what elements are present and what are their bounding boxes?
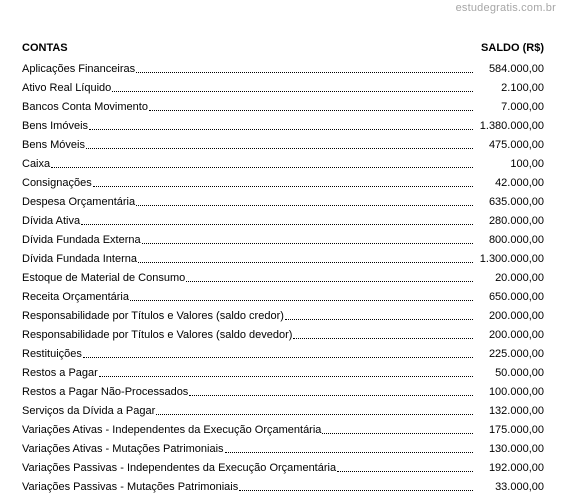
- account-balance: 175.000,00: [488, 424, 544, 436]
- dot-leader: [322, 433, 473, 434]
- table-row: [22, 57, 544, 76]
- dot-leader: [83, 357, 473, 358]
- table-row: [22, 152, 544, 171]
- account-balance: 584.000,00: [488, 63, 544, 75]
- account-name: Variações Passivas - Mutações Patrimoniais: [22, 481, 239, 493]
- table-header: [22, 38, 544, 57]
- account-balance: 100.000,00: [488, 386, 544, 398]
- table-row: [22, 342, 544, 361]
- account-balance: 475.000,00: [488, 139, 544, 151]
- account-name: Dívida Fundada Externa: [22, 234, 141, 246]
- table-row: [22, 247, 544, 266]
- account-balance: 650.000,00: [488, 291, 544, 303]
- table-row: [22, 380, 544, 399]
- dot-leader: [239, 490, 473, 491]
- account-name: Serviços da Dívida a Pagar: [22, 405, 156, 417]
- account-balance: 130.000,00: [488, 443, 544, 455]
- table-row: [22, 95, 544, 114]
- table-body: [22, 57, 544, 494]
- account-balance: 20.000,00: [495, 272, 544, 284]
- table-row: [22, 133, 544, 152]
- dot-leader: [293, 338, 473, 339]
- account-name: Receita Orçamentária: [22, 291, 129, 303]
- account-column-header: CONTAS: [22, 41, 68, 54]
- account-name: Variações Ativas - Independentes da Execução Orçamentária: [22, 424, 322, 436]
- dot-leader: [136, 205, 473, 206]
- account-name: Estoque de Material de Consumo: [22, 272, 186, 284]
- account-balance: 1.300.000,00: [479, 253, 544, 265]
- account-balance: 280.000,00: [488, 215, 544, 227]
- dot-leader: [149, 110, 473, 111]
- account-name: Restos a Pagar: [22, 367, 98, 379]
- account-name: Responsabilidade por Títulos e Valores (saldo devedor): [22, 329, 293, 341]
- account-name: Bens Imóveis: [22, 120, 89, 132]
- watermark-text: estudegratis.com.br: [455, 2, 556, 14]
- account-name: Dívida Ativa: [22, 215, 81, 227]
- table-row: [22, 456, 544, 475]
- account-balance: 635.000,00: [488, 196, 544, 208]
- account-balance: 200.000,00: [488, 329, 544, 341]
- account-balance: 225.000,00: [488, 348, 544, 360]
- table-row: [22, 171, 544, 190]
- account-name: Bancos Conta Movimento: [22, 101, 148, 113]
- dot-leader: [189, 395, 473, 396]
- account-name: Caixa: [22, 158, 51, 170]
- account-balance: 132.000,00: [488, 405, 544, 417]
- dot-leader: [81, 224, 473, 225]
- account-balance: 200.000,00: [488, 310, 544, 322]
- dot-leader: [337, 471, 473, 472]
- account-name: Bens Móveis: [22, 139, 85, 151]
- dot-leader: [136, 72, 473, 73]
- account-balance: 7.000,00: [501, 101, 544, 113]
- account-name: Variações Ativas - Mutações Patrimoniais: [22, 443, 224, 455]
- table-row: [22, 76, 544, 95]
- dot-leader: [142, 243, 473, 244]
- account-balance: 800.000,00: [488, 234, 544, 246]
- table-row: [22, 361, 544, 380]
- table-row: [22, 418, 544, 437]
- dot-leader: [51, 167, 473, 168]
- table-row: [22, 266, 544, 285]
- dot-leader: [225, 452, 473, 453]
- account-name: Dívida Fundada Interna: [22, 253, 137, 265]
- account-name: Restituições: [22, 348, 82, 360]
- dot-leader: [86, 148, 473, 149]
- dot-leader: [186, 281, 473, 282]
- account-balance: 100,00: [510, 158, 544, 170]
- dot-leader: [130, 300, 473, 301]
- dot-leader: [156, 414, 473, 415]
- accounts-table: [22, 38, 544, 494]
- table-row: [22, 190, 544, 209]
- table-row: [22, 437, 544, 456]
- balance-column-header: SALDO (R$): [481, 41, 544, 54]
- table-row: [22, 228, 544, 247]
- dot-leader: [89, 129, 473, 130]
- account-name: Aplicações Financeiras: [22, 63, 136, 75]
- account-balance: 2.100,00: [501, 82, 544, 94]
- table-row: [22, 304, 544, 323]
- account-name: Consignações: [22, 177, 92, 189]
- account-name: Despesa Orçamentária: [22, 196, 136, 208]
- table-row: [22, 323, 544, 342]
- table-row: [22, 114, 544, 133]
- account-balance: 192.000,00: [488, 462, 544, 474]
- account-balance: 42.000,00: [495, 177, 544, 189]
- table-row: [22, 475, 544, 494]
- account-name: Restos a Pagar Não-Processados: [22, 386, 189, 398]
- account-name: Responsabilidade por Títulos e Valores (saldo credor): [22, 310, 284, 322]
- dot-leader: [285, 319, 473, 320]
- table-row: [22, 209, 544, 228]
- dot-leader: [138, 262, 473, 263]
- account-balance: 33.000,00: [495, 481, 544, 493]
- account-name: Variações Passivas - Independentes da Execução Orçamentária: [22, 462, 337, 474]
- dot-leader: [93, 186, 473, 187]
- dot-leader: [99, 376, 473, 377]
- table-row: [22, 399, 544, 418]
- account-balance: 1.380.000,00: [479, 120, 544, 132]
- table-row: [22, 285, 544, 304]
- dot-leader: [112, 91, 473, 92]
- account-balance: 50.000,00: [495, 367, 544, 379]
- account-name: Ativo Real Líquido: [22, 82, 112, 94]
